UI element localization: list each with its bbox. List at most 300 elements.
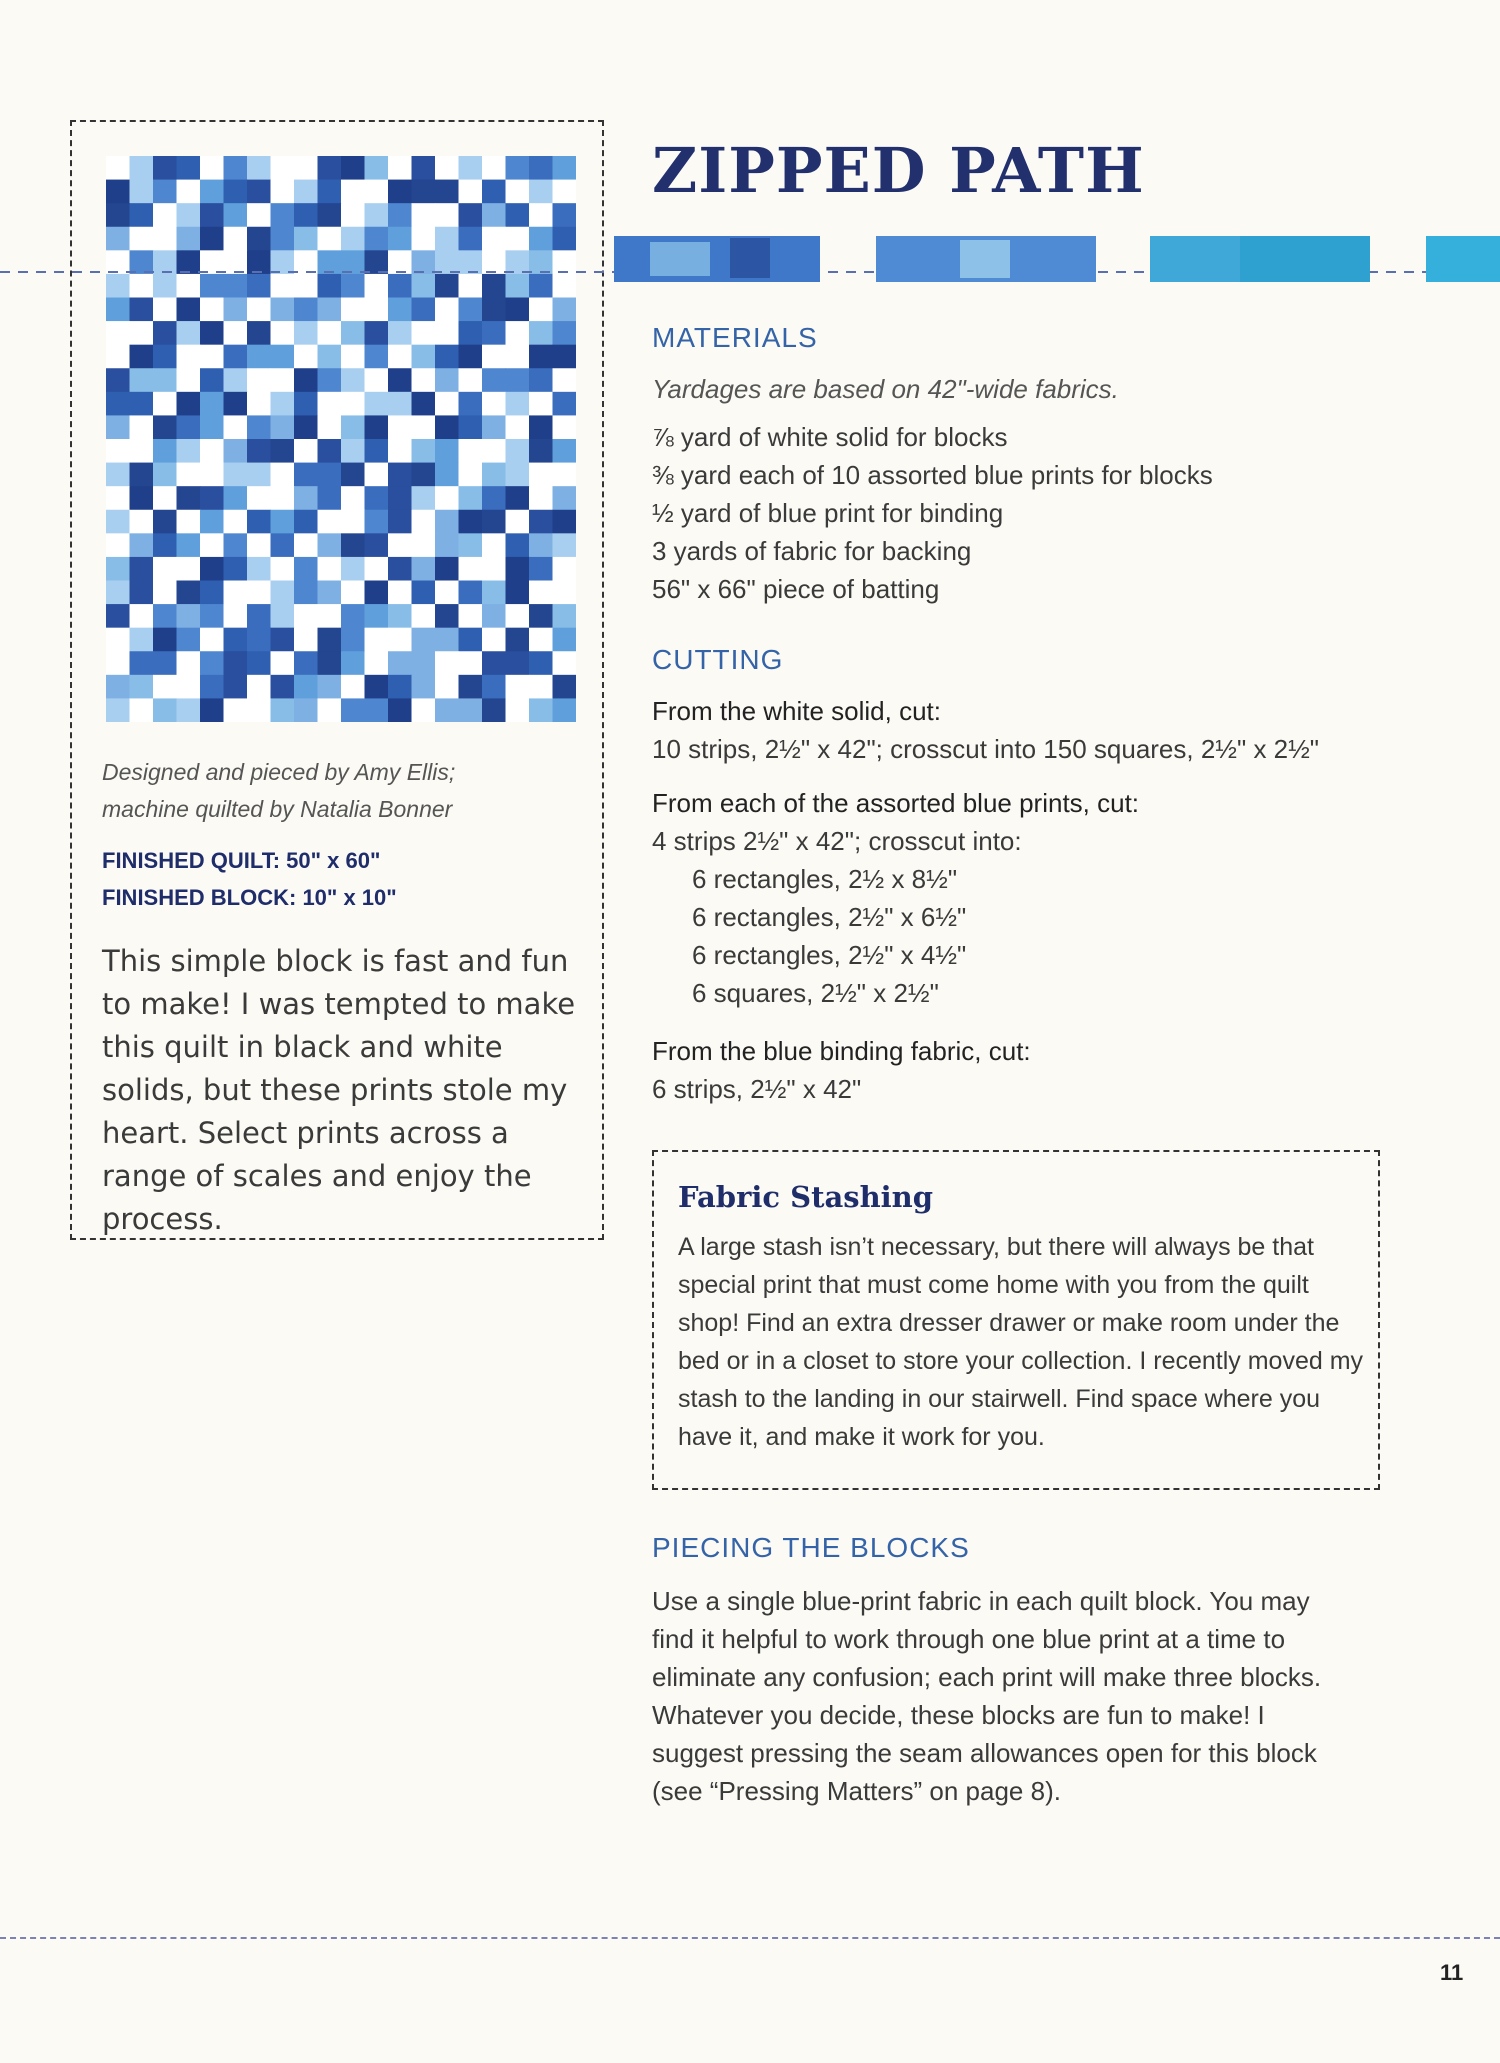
quilt-patch (529, 533, 553, 557)
quilt-patch (177, 628, 201, 652)
quilt-patch (271, 368, 295, 392)
quilt-patch (459, 156, 483, 180)
quilt-patch (412, 486, 436, 510)
quilt-patch (318, 392, 342, 416)
quilt-patch (177, 156, 201, 180)
quilt-patch (153, 415, 177, 439)
quilt-patch (177, 510, 201, 534)
quilt-patch (294, 321, 318, 345)
quilt-patch (271, 203, 295, 227)
quilt-patch (435, 463, 459, 487)
quilt-patch (200, 581, 224, 605)
quilt-patch (435, 321, 459, 345)
quilt-patch (435, 439, 459, 463)
quilt-patch (200, 698, 224, 722)
cutting-blue-sub: 6 squares, 2½" x 2½" (692, 978, 939, 1008)
quilt-patch (106, 581, 130, 605)
quilt-patch (318, 557, 342, 581)
quilt-patch (553, 298, 577, 322)
quilt-patch (153, 557, 177, 581)
materials-item: ⅞ yard of white solid for blocks (652, 422, 1008, 452)
quilt-patch (482, 486, 506, 510)
quilt-patch (271, 628, 295, 652)
quilt-patch (412, 415, 436, 439)
quilt-patch (553, 581, 577, 605)
quilt-patch (106, 298, 130, 322)
quilt-info-card (70, 120, 604, 1240)
quilt-patch (388, 298, 412, 322)
quilt-patch (130, 604, 154, 628)
quilt-patch (106, 463, 130, 487)
quilt-patch (482, 533, 506, 557)
quilt-patch (341, 581, 365, 605)
quilt-patch (106, 698, 130, 722)
quilt-patch (224, 675, 248, 699)
quilt-patch (177, 675, 201, 699)
quilt-patch (247, 156, 271, 180)
quilt-patch (247, 604, 271, 628)
quilt-patch (271, 345, 295, 369)
quilt-patch (294, 463, 318, 487)
quilt-patch (271, 510, 295, 534)
quilt-patch (388, 180, 412, 204)
cutting-blue-sub: 6 rectangles, 2½" x 4½" (692, 940, 967, 970)
quilt-patch (294, 698, 318, 722)
quilt-patch (224, 463, 248, 487)
quilt-patch (365, 698, 389, 722)
quilt-patch (224, 698, 248, 722)
quilt-patch (247, 675, 271, 699)
quilt-patch (435, 651, 459, 675)
quilt-patch (247, 439, 271, 463)
quilt-patch (529, 368, 553, 392)
quilt-patch (247, 203, 271, 227)
quilt-patch (459, 651, 483, 675)
quilt-patch (506, 698, 530, 722)
quilt-patch (294, 392, 318, 416)
quilt-patch (388, 368, 412, 392)
quilt-patch (153, 203, 177, 227)
quilt-patch (459, 675, 483, 699)
quilt-patch (294, 510, 318, 534)
quilt-patch (482, 439, 506, 463)
quilt-patch (553, 463, 577, 487)
quilt-patch (341, 604, 365, 628)
credit-line-1: Designed and pieced by Amy Ellis; (102, 759, 456, 785)
quilt-patch (506, 675, 530, 699)
quilt-patch (153, 604, 177, 628)
quilt-patch (106, 628, 130, 652)
quilt-patch (482, 604, 506, 628)
quilt-patch (553, 675, 577, 699)
quilt-patch (412, 392, 436, 416)
quilt-patch (553, 439, 577, 463)
quilt-patch (341, 675, 365, 699)
quilt-patch (506, 345, 530, 369)
quilt-patch (130, 180, 154, 204)
quilt-patch (529, 345, 553, 369)
quilt-patch (435, 180, 459, 204)
quilt-patch (106, 392, 130, 416)
quilt-patch (529, 557, 553, 581)
cutting-blue-heading: From each of the assorted blue prints, cut: (652, 788, 1140, 818)
quilt-patch (200, 510, 224, 534)
quilt-patch (412, 298, 436, 322)
quilt-patch (318, 486, 342, 510)
quilt-patch (529, 392, 553, 416)
quilt-patch (529, 439, 553, 463)
quilt-patch (341, 203, 365, 227)
quilt-patch (341, 392, 365, 416)
cutting-white-heading: From the white solid, cut: (652, 696, 941, 726)
quilt-patch (365, 463, 389, 487)
quilt-patch (553, 321, 577, 345)
quilt-patch (294, 604, 318, 628)
quilt-patch (153, 581, 177, 605)
quilt-patch (506, 604, 530, 628)
quilt-patch (294, 156, 318, 180)
materials-item: ½ yard of blue print for binding (652, 498, 1004, 528)
quilt-patch (247, 180, 271, 204)
quilt-patch (271, 557, 295, 581)
quilt-patch (106, 604, 130, 628)
footer-rule (0, 1937, 1500, 1939)
quilt-patch (177, 604, 201, 628)
quilt-patch (459, 604, 483, 628)
quilt-patch (529, 581, 553, 605)
quilt-patch (459, 533, 483, 557)
quilt-patch (247, 415, 271, 439)
quilt-patch (482, 510, 506, 534)
quilt-patch (106, 345, 130, 369)
cutting-blue-sub: 6 rectangles, 2½ x 8½" (692, 864, 958, 894)
quilt-patch (318, 675, 342, 699)
quilt-patch (365, 298, 389, 322)
quilt-patch (318, 156, 342, 180)
quilt-patch (247, 698, 271, 722)
quilt-patch (271, 486, 295, 510)
quilt-patch (177, 651, 201, 675)
quilt-patch (153, 156, 177, 180)
quilt-patch (294, 675, 318, 699)
quilt-patch (435, 203, 459, 227)
quilt-patch (435, 557, 459, 581)
quilt-patch (365, 651, 389, 675)
quilt-patch (153, 463, 177, 487)
quilt-patch (435, 368, 459, 392)
quilt-patch (247, 345, 271, 369)
quilt-patch (106, 439, 130, 463)
quilt-patch (435, 486, 459, 510)
sidebar-title: Fabric Stashing (678, 1180, 934, 1214)
quilt-patch (200, 345, 224, 369)
quilt-patch (341, 463, 365, 487)
quilt-patch (365, 557, 389, 581)
quilt-patch (247, 581, 271, 605)
quilt-patch (388, 628, 412, 652)
quilt-patch (224, 180, 248, 204)
piecing-body: Use a single blue-print fabric in each quilt block. You may find it helpful to work through one blue print at a time to eliminate any confusion; each print will make three blocks. Whatever you decide, these blocks are fun to make! I suggest pressing the seam allowances open for this block (see “Pressing Matters” on page 8). (652, 1586, 1322, 1806)
cutting-blue-sub: 6 rectangles, 2½" x 6½" (692, 902, 967, 932)
quilt-patch (224, 392, 248, 416)
quilt-patch (482, 321, 506, 345)
quilt-patch (341, 628, 365, 652)
quilt-patch (177, 439, 201, 463)
quilt-patch (459, 510, 483, 534)
quilt-patch (341, 533, 365, 557)
quilt-patch (130, 651, 154, 675)
quilt-patch (388, 392, 412, 416)
materials-intro: Yardages are based on 42"-wide fabrics. (652, 374, 1119, 404)
quilt-patch (200, 675, 224, 699)
quilt-patch (553, 628, 577, 652)
quilt-patch (177, 698, 201, 722)
quilt-patch (506, 180, 530, 204)
quilt-patch (412, 345, 436, 369)
quilt-patch (388, 698, 412, 722)
quilt-patch (153, 510, 177, 534)
quilt-patch (247, 651, 271, 675)
quilt-patch (130, 628, 154, 652)
quilt-patch (247, 557, 271, 581)
quilt-patch (224, 510, 248, 534)
quilt-patch (459, 203, 483, 227)
quilt-patch (553, 557, 577, 581)
quilt-patch (482, 651, 506, 675)
quilt-patch (412, 604, 436, 628)
quilt-patch (294, 439, 318, 463)
quilt-patch (106, 557, 130, 581)
quilt-patch (153, 321, 177, 345)
quilt-patch (271, 675, 295, 699)
quilt-patch (459, 345, 483, 369)
quilt-patch (130, 581, 154, 605)
quilt-patch (341, 345, 365, 369)
quilt-patch (553, 203, 577, 227)
quilt-patch (200, 415, 224, 439)
quilt-patch (435, 675, 459, 699)
materials-item: 56" x 66" piece of batting (652, 574, 940, 604)
quilt-patch (506, 415, 530, 439)
quilt-patch (412, 203, 436, 227)
quilt-patch (341, 439, 365, 463)
quilt-patch (435, 604, 459, 628)
quilt-patch (153, 180, 177, 204)
quilt-patch (318, 368, 342, 392)
quilt-patch (294, 345, 318, 369)
quilt-patch (459, 321, 483, 345)
quilt-patch (412, 557, 436, 581)
quilt-patch (459, 368, 483, 392)
quilt-patch (435, 345, 459, 369)
finished-quilt-size: FINISHED QUILT: 50" x 60" (102, 848, 381, 873)
quilt-patch (106, 203, 130, 227)
quilt-patch (553, 345, 577, 369)
quilt-patch (200, 298, 224, 322)
quilt-patch (553, 392, 577, 416)
quilt-patch (200, 463, 224, 487)
quilt-patch (553, 651, 577, 675)
quilt-patch (271, 581, 295, 605)
quilt-patch (388, 651, 412, 675)
cutting-blue-line: 4 strips 2½" x 42"; crosscut into: (652, 826, 1022, 856)
credit-line-2: machine quilted by Natalia Bonner (102, 796, 453, 822)
quilt-patch (365, 675, 389, 699)
quilt-patch (529, 203, 553, 227)
quilt-patch (224, 486, 248, 510)
quilt-patch (200, 203, 224, 227)
quilt-patch (177, 557, 201, 581)
quilt-patch (130, 510, 154, 534)
quilt-patch (482, 557, 506, 581)
quilt-patch (294, 298, 318, 322)
quilt-patch (247, 533, 271, 557)
quilt-patch (318, 439, 342, 463)
quilt-patch (365, 604, 389, 628)
quilt-patch (106, 675, 130, 699)
quilt-patch (224, 345, 248, 369)
quilt-patch (365, 368, 389, 392)
quilt-patch (341, 415, 365, 439)
quilt-patch (271, 298, 295, 322)
quilt-patch (388, 463, 412, 487)
quilt-patch (482, 368, 506, 392)
quilt-patch (412, 180, 436, 204)
quilt-patch (106, 180, 130, 204)
quilt-patch (294, 368, 318, 392)
quilt-patch (318, 581, 342, 605)
quilt-patch (247, 628, 271, 652)
quilt-patch (365, 581, 389, 605)
quilt-patch (177, 180, 201, 204)
quilt-patch (247, 463, 271, 487)
quilt-patch (435, 698, 459, 722)
quilt-patch (506, 203, 530, 227)
fabric-strip-decoration (0, 232, 1500, 288)
quilt-patch (341, 557, 365, 581)
quilt-patch (553, 486, 577, 510)
quilt-patch (224, 651, 248, 675)
page-title: ZIPPED PATH (652, 134, 1145, 207)
quilt-patch (153, 298, 177, 322)
quilt-patch (388, 415, 412, 439)
quilt-patch (247, 510, 271, 534)
quilt-patch (341, 180, 365, 204)
quilt-patch (153, 345, 177, 369)
quilt-patch (106, 486, 130, 510)
quilt-patch (459, 415, 483, 439)
quilt-patch (341, 698, 365, 722)
quilt-patch (224, 533, 248, 557)
quilt-patch (365, 156, 389, 180)
quilt-patch (412, 533, 436, 557)
quilt-patch (482, 392, 506, 416)
quilt-patch (459, 698, 483, 722)
quilt-patch (247, 321, 271, 345)
quilt-patch (506, 156, 530, 180)
quilt-patch (294, 581, 318, 605)
quilt-patch (106, 510, 130, 534)
quilt-patch (200, 180, 224, 204)
fabric-stashing-sidebar (652, 1150, 1380, 1490)
quilt-patch (318, 463, 342, 487)
quilt-patch (553, 180, 577, 204)
quilt-patch (459, 628, 483, 652)
page-number: 11 (1440, 1960, 1464, 1985)
quilt-patch (529, 180, 553, 204)
quilt-patch (271, 698, 295, 722)
quilt-patch (529, 463, 553, 487)
quilt-patch (412, 651, 436, 675)
quilt-patch (388, 439, 412, 463)
quilt-patch (365, 415, 389, 439)
quilt-patch (506, 510, 530, 534)
quilt-patch (482, 180, 506, 204)
cutting-heading: CUTTING (652, 644, 784, 675)
quilt-patch (341, 298, 365, 322)
quilt-patch (153, 486, 177, 510)
quilt-patch (177, 581, 201, 605)
quilt-patch (130, 463, 154, 487)
quilt-patch (506, 486, 530, 510)
quilt-patch (412, 321, 436, 345)
quilt-patch (224, 604, 248, 628)
quilt-patch (365, 345, 389, 369)
quilt-patch (177, 486, 201, 510)
quilt-patch (224, 628, 248, 652)
quilt-patch (506, 651, 530, 675)
quilt-patch (388, 675, 412, 699)
quilt-patch (271, 439, 295, 463)
quilt-patch (224, 156, 248, 180)
quilt-patch (200, 557, 224, 581)
quilt-patch (388, 345, 412, 369)
quilt-patch (294, 180, 318, 204)
quilt-patch (153, 439, 177, 463)
quilt-patch (200, 628, 224, 652)
quilt-patch (435, 533, 459, 557)
quilt-patch (247, 392, 271, 416)
quilt-patch (318, 604, 342, 628)
quilt-patch (388, 321, 412, 345)
quilt-patch (435, 392, 459, 416)
quilt-patch (412, 698, 436, 722)
quilt-patch (506, 439, 530, 463)
quilt-patch (200, 368, 224, 392)
quilt-patch (130, 345, 154, 369)
quilt-patch (388, 156, 412, 180)
quilt-patch (177, 463, 201, 487)
quilt-patch (435, 628, 459, 652)
quilt-patch (482, 581, 506, 605)
quilt-patch (106, 368, 130, 392)
quilt-patch (318, 510, 342, 534)
quilt-patch (153, 675, 177, 699)
quilt-patch (459, 392, 483, 416)
quilt-patch (506, 581, 530, 605)
materials-heading: MATERIALS (652, 322, 818, 353)
quilt-patch (529, 698, 553, 722)
quilt-patch (200, 321, 224, 345)
quilt-patch (529, 415, 553, 439)
quilt-patch (318, 345, 342, 369)
quilt-patch (365, 439, 389, 463)
quilt-patch (365, 321, 389, 345)
quilt-patch (130, 156, 154, 180)
quilt-patch (130, 675, 154, 699)
quilt-patch (200, 486, 224, 510)
quilt-patch (224, 439, 248, 463)
